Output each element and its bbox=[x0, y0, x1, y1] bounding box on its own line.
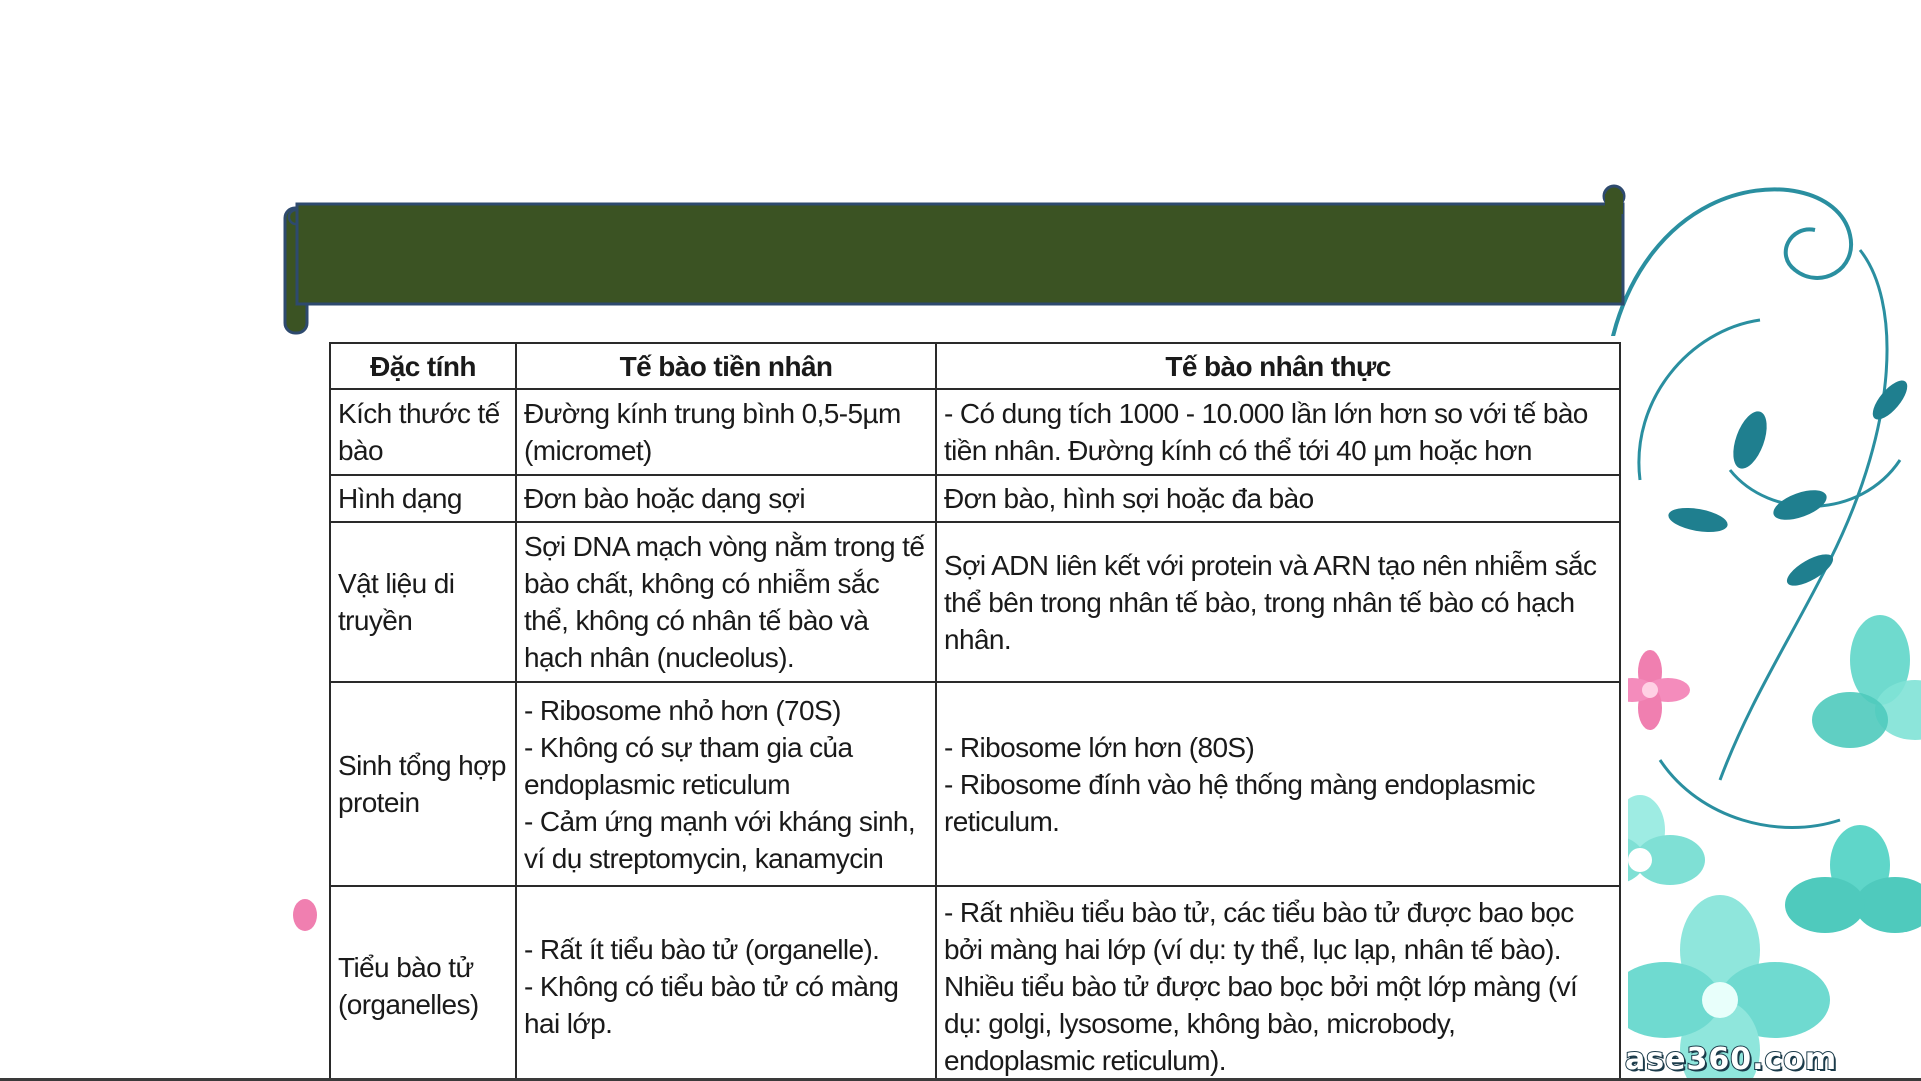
cell-feature: Vật liệu di truyền bbox=[330, 522, 516, 682]
table-header-row bbox=[330, 343, 1620, 389]
comparison-table-area bbox=[322, 336, 1628, 1078]
cell-eukaryote: - Có dung tích 1000 - 10.000 lần lớn hơn so với tế bào tiền nhân. Đường kính có thể tới 40 µm hoặc hơn bbox=[936, 389, 1620, 475]
table-row bbox=[330, 475, 1620, 522]
cell-eukaryote: Sợi ADN liên kết với protein và ARN tạo nên nhiễm sắc thể bên trong nhân tế bào, trong nhân tế bào có hạch nhân. bbox=[936, 522, 1620, 682]
table-row bbox=[330, 389, 1620, 475]
cell-feature: Tiểu bào tử (organelles) bbox=[330, 886, 516, 1078]
slide-title bbox=[320, 215, 1600, 305]
header-eukaryote: Tế bào nhân thực bbox=[936, 343, 1620, 389]
cell-eukaryote: - Ribosome lớn hơn (80S) - Ribosome đính vào hệ thống màng endoplasmic reticulum. bbox=[936, 682, 1620, 886]
header-prokaryote: Tế bào tiền nhân bbox=[516, 343, 936, 389]
table-row bbox=[330, 886, 1620, 1078]
watermark-text: ase360.com bbox=[1625, 1042, 1838, 1077]
cell-prokaryote: Sợi DNA mạch vòng nằm trong tế bào chất, không có nhiễm sắc thể, không có nhân tế bào và hạch nhân (nucleolus). bbox=[516, 522, 936, 682]
cell-feature: Hình dạng bbox=[330, 475, 516, 522]
cell-prokaryote: - Rất ít tiểu bào tử (organelle). - Không có tiểu bào tử có màng hai lớp. bbox=[516, 886, 936, 1078]
cell-eukaryote: - Rất nhiều tiểu bào tử, các tiểu bào tử được bao bọc bởi màng hai lớp (ví dụ: ty thể, lục lạp, nhân tế bào). Nhiều tiểu bào tử được bao bọc bởi một lớp màng (ví dụ: golgi, lysosome, không bào, microbody, endoplasmic reticulum). bbox=[936, 886, 1620, 1078]
cell-eukaryote: Đơn bào, hình sợi hoặc đa bào bbox=[936, 475, 1620, 522]
table-row bbox=[330, 522, 1620, 682]
cell-feature: Kích thước tế bào bbox=[330, 389, 516, 475]
floral-decoration bbox=[1600, 0, 1921, 1081]
cell-prokaryote: - Ribosome nhỏ hơn (70S) - Không có sự tham gia của endoplasmic reticulum - Cảm ứng mạnh với kháng sinh, ví dụ streptomycin, kanamycin bbox=[516, 682, 936, 886]
cell-feature: Sinh tổng hợp protein bbox=[330, 682, 516, 886]
pink-petal-decoration bbox=[290, 895, 320, 935]
table-row bbox=[330, 682, 1620, 886]
comparison-table bbox=[329, 342, 1621, 1078]
cell-prokaryote: Đường kính trung bình 0,5-5µm (micromet) bbox=[516, 389, 936, 475]
cell-prokaryote: Đơn bào hoặc dạng sợi bbox=[516, 475, 936, 522]
header-feature: Đặc tính bbox=[330, 343, 516, 389]
